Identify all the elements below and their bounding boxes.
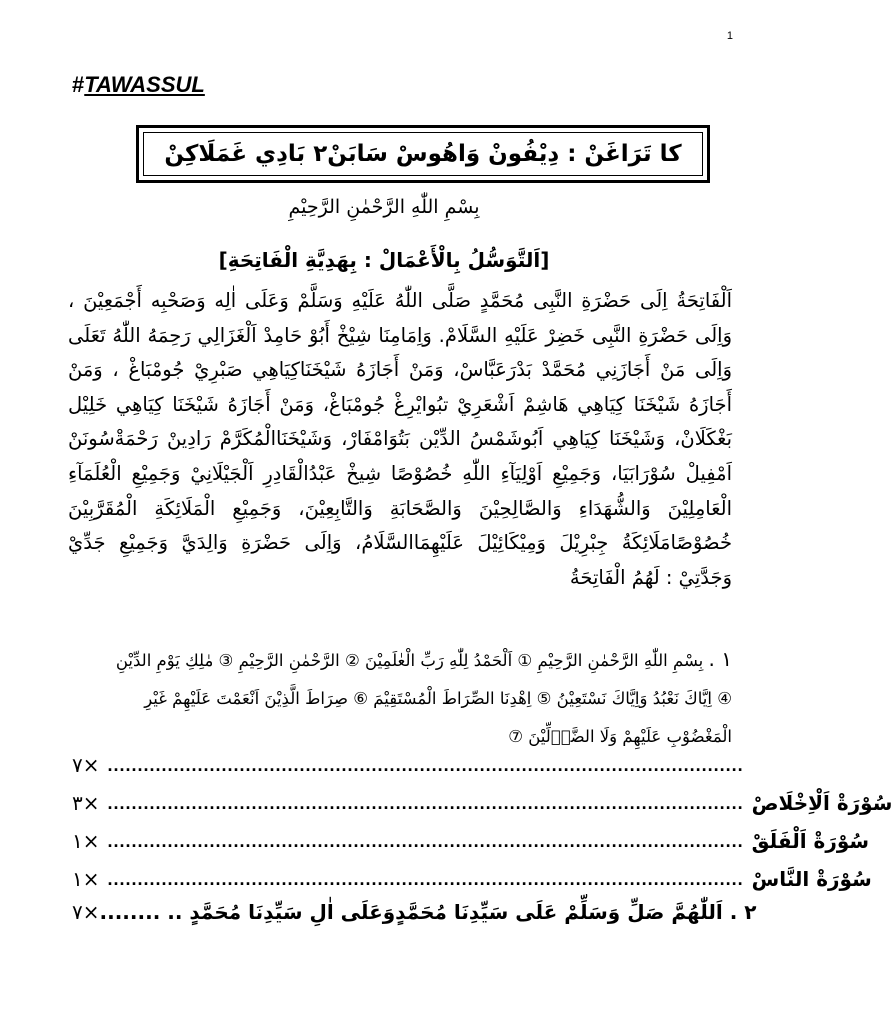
hashtag-symbol: # [72,72,85,97]
fatiha-number: ١ . [708,647,732,671]
recitation-row [72,786,892,820]
document-title: كا تَرَاغَنْ : دِيْفُونْ وَاهُوسْ سَابَنْ٢ بَادِي غَمَلَاكِنْ [143,132,703,176]
salawat-count: ٧× [72,900,100,924]
dotted-leader: .......................................................................................................... [107,830,744,851]
recitation-row [72,748,744,782]
salawat-text: ٢ . اَللّٰهُمَّ صَلِّ وَسَلِّمْ عَلَى سَيِّدِنَا مُحَمَّدٍوَعَلَى اٰلِ سَيِّدِنَا مُحَمَّدٍ .. ........ [99,900,757,924]
page-number: 1 [726,30,733,42]
recitation-label: سُوْرَةْ اَلْاِخْلَاصْ [751,791,892,815]
recitation-count: ١× [72,829,100,853]
dotted-leader: .......................................................................................................... [107,754,744,775]
basmala: بِسْمِ اللّٰهِ الرَّحْمٰنِ الرَّحِيْمِ [288,196,480,218]
recitation-label: سُوْرَةْ النَّاسْ [751,867,872,891]
dotted-leader: .......................................................................................................... [107,792,744,813]
recitation-count: ١× [72,867,100,891]
recitation-row [72,862,872,896]
salawat-line [72,900,757,924]
recitation-count: ٧× [72,753,100,777]
recitation-count: ٣× [72,791,100,815]
recitation-row [72,824,870,858]
recitation-label: سُوْرَةْ اَلْفَلَقْ [751,829,870,853]
subheading: [اَلتَّوَسُّلُ بِالْأَعْمَالْ : بِهَدِيَّةِ الْفَاتِحَةِ] [218,248,550,272]
hashtag-word: TAWASSUL [84,72,205,97]
dedication-paragraph: اَلْفَاتِحَةُ اِلَى حَضْرَةِ النَّبِى مُحَمَّدٍ صَلَّى اللّٰهُ عَلَيْهِ وَسَلَّمْ وَعَلَى اٰلِه وَصَحْبِه أَجْمَعِيْنَ ، وَاِلَى حَضْرَةِ النَّبِى خَضِرْ عَلَيْهِ السَّلَامْ. وَاِمَامِنَا شِيْخْ أَبُوْ حَامِدْ اَلْغَزَالِي رَحِمَهُ اللّٰهُ تَعَلَى وَاِلَى مَنْ أَجَازَنِي مُحَمَّدْ بَدْرَعَبَّاسْ، وَمَنْ أَجَازَهُ شَيْخَنَاكِيَاهِي صَبْرِيْ جُومْبَاغْ ، وَمَنْ أَجَازَهُ شَيْخَنَا كِيَاهِي هَاشِمْ اَشْعَرِيْ تبُوايْرِغْ جُومْبَاغْ، وَمَنْ أَجَازَهُ شَيْخَنَا كِيَاهِي خَلِيْل بَغْكَلَانْ، وَشَيْخَنَا كِيَاهِي اَبُوشَمْسُ الدِّيْن بَتُوَامْفَارْ، وَشَيْخَنَاالْمُكَرَّمْ رَادِينْ رَحْمَةْسُونَنْ اَمْفِيلْ سُوْرَابَيَا، وَجَمِيْعِ اَوْلِيَآءِ اللّٰهِ خُصُوْصًا شِيخْ عَبْدُالْقَادِرِ اَلْجَيْلَانِيْ وَجَمِيْعِ الْعُلَمَآءِ الْعَامِلِيْنَ وَالشُّهَدَاءِ وَالصَّالِحِيْنَ وَالصَّحَابَةِ وَالتَّابِعِيْنَ، وَجَمِيْعِ الْمَلَائِكَةِ الْمُقَرَّبِيْنَ خُصُوْصًامَلَائِكَةُ جِبْرِيْلَ وَمِيْكَائِيْلَ عَلَيْهِمَاالسَّلَامُ، وَاِلَى حَضْرَةِ وَالِدَيَّ وَجَمِيْعِ جَدِّيْ وَجَدَّتِيْ : لَهُمُ الْفَاتِحَةُ [68,289,732,589]
title-box [136,125,710,183]
fatiha-block [108,640,732,756]
dotted-leader: .......................................................................................................... [107,868,744,889]
fatiha-verses: بِسْمِ اللّٰهِ الرَّحْمٰنِ الرَّحِيْمِ ① اَلْحَمْدُ لِلّٰهِ رَبِّ الْعٰلَمِيْنَ ② الرَّحْمٰنِ الرَّحِيْمِ ③ مٰلِكِ يَوْمِ الدِّيْنِ ④ اِيَّاكَ نَعْبُدُ وَاِيَّاكَ نَسْتَعِيْنُ ⑤ اِهْدِنَا الصِّرَاطَ الْمُسْتَقِيْمَ ⑥ صِرَاطَ الَّذِيْنَ اَنْعَمْتَ عَلَيْهِمْ غَيْرِ الْمَغْضُوْبِ عَلَيْهِمْ وَلَا الضَّاۤلِّيْنَ ⑦ [115,651,732,746]
hashtag-heading [72,72,205,98]
